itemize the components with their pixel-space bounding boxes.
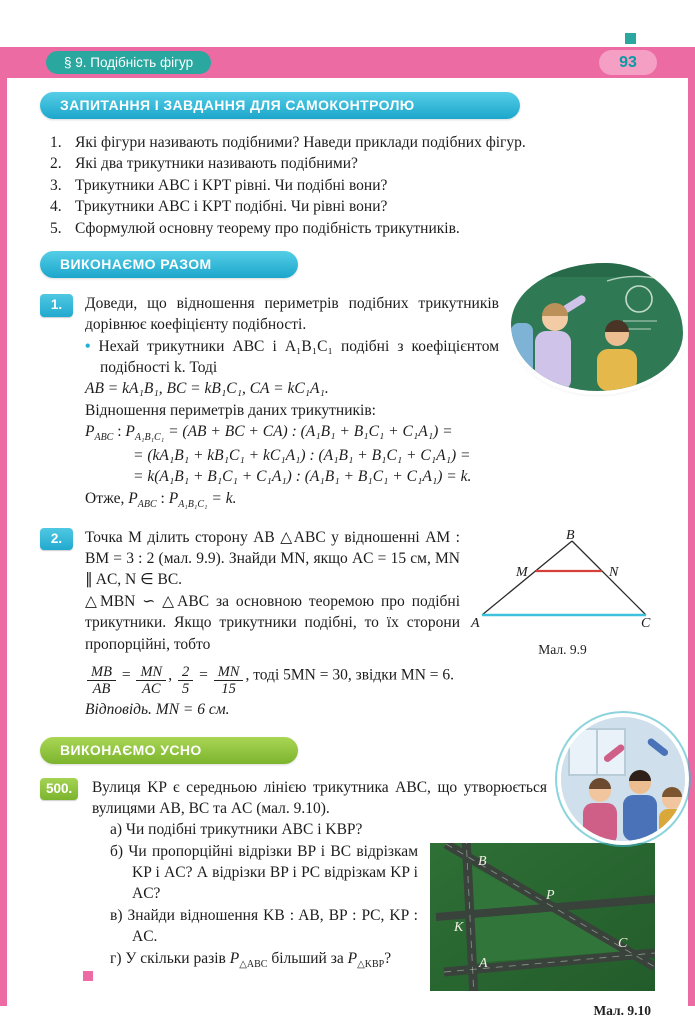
math-op: , <box>168 666 176 684</box>
math-sub: △KBP <box>357 958 385 970</box>
math-sub: A₁B₁C₁ <box>178 498 208 510</box>
fraction-denominator: 5 <box>181 680 190 697</box>
classroom-scene <box>561 717 685 841</box>
math-op: : <box>156 489 169 507</box>
task-500-statement: Вулиця KP є середньою лінією трикутника ABC, що утворюється вулицями AB, BC та AC (мал. 9.10). <box>92 778 547 817</box>
vertex-label-B: B <box>566 528 575 543</box>
together-banner: ВИКОНАЄМО РАЗОМ <box>40 251 298 278</box>
decorative-teal-square <box>625 33 636 44</box>
task-2-statement: Точка M ділить сторону AB △ABC у відношенні AM : BM = 3 : 2 (мал. 9.9). Знайди MN, якщо AC = 15 см, MN ∥ AC, N ∈ BC. <box>85 528 460 589</box>
task-500-item-b: б) Чи пропорційні відрізки BP і BC відрізкам KP і AC? А відрізки BP і PC відрізкам KP і AC? <box>110 842 418 903</box>
street-label-B: B <box>478 853 487 869</box>
triangle-diagram <box>470 529 655 629</box>
task-1-formula-line-3: = k(A₁B₁ + B₁C₁ + C₁A₁) : (A₁B₁ + B₁C₁ + C₁A₁) = k. <box>133 468 472 486</box>
task-500-item-v: в) Знайди відношення KB : AB, BP : PC, KP : AC. <box>110 906 418 946</box>
figure-9-10-caption: Мал. 9.10 <box>593 1003 651 1018</box>
fraction-numerator: 2 <box>178 664 193 681</box>
vertex-label-A: A <box>471 615 480 629</box>
math-sub: ABC <box>137 498 157 510</box>
task-500-item-a: а) Чи подібні трикутники ABC і KBP? <box>110 821 363 839</box>
street-label-A: A <box>479 955 488 971</box>
question-number: 5. <box>50 219 62 237</box>
math-op: = <box>195 666 212 684</box>
question-number: 1. <box>50 134 62 151</box>
task-2 <box>40 527 655 721</box>
task-2-fraction-line <box>85 664 655 697</box>
fraction-denominator: AC <box>142 680 161 697</box>
math-P: P <box>85 423 95 441</box>
street-map-diagram <box>430 843 655 991</box>
math-P: P <box>168 489 179 507</box>
fraction <box>136 664 166 697</box>
question-item <box>50 132 655 153</box>
question-text: Які фігури називають подібними? Наведи приклади подібних фігур. <box>75 134 526 151</box>
task-500 <box>40 777 655 1018</box>
math-expr: = (AB + BC + CA) : (A₁B₁ + B₁C₁ + C₁A₁) = <box>164 423 453 441</box>
page-number: 93 <box>599 50 657 75</box>
task-1-step-2: Відношення периметрів даних трикутників: <box>85 401 376 419</box>
math-P: P <box>128 489 138 507</box>
math-op: = <box>117 666 135 684</box>
section-title-pill: § 9. Подібність фігур <box>46 51 211 74</box>
header-bar <box>0 47 695 78</box>
question-text: Трикутники ABC і KPT подібні. Чи рівні вони? <box>75 198 388 216</box>
question-item <box>50 153 655 174</box>
question-text: Сформулюй основну теорему про подібність трикутників. <box>75 219 460 237</box>
math-op: : <box>113 423 126 441</box>
task-1-step-1-text: Нехай трикутники ABC і A₁B₁C₁ подібні з коефіцієнтом подібності k. Тоді <box>98 337 499 376</box>
task-1-formula-perimeters <box>85 421 655 445</box>
task-500-badge: 500. <box>40 778 78 801</box>
street-label-K: K <box>454 919 464 935</box>
question-item <box>50 175 655 196</box>
street-label-C: C <box>618 935 628 951</box>
section-oral <box>40 737 655 1018</box>
figure-9-10 <box>430 843 655 1021</box>
conclusion-word: Отже, <box>85 489 129 507</box>
figure-9-9-caption: Мал. 9.9 <box>538 642 587 658</box>
task-2-answer: Відповідь. MN = 6 см. <box>85 701 230 719</box>
task-2-badge: 2. <box>40 528 73 551</box>
photo-students-classroom <box>561 717 685 841</box>
fraction-numerator: MB <box>87 664 116 681</box>
fraction <box>178 664 193 697</box>
vertex-label-M: M <box>516 564 528 580</box>
figure-9-9 <box>470 529 655 660</box>
fraction-numerator: MN <box>136 664 166 681</box>
question-text: Які два трикутники називають подібними? <box>75 155 358 173</box>
question-number: 3. <box>50 176 62 194</box>
page-border-right <box>688 47 695 1006</box>
math-sub: A₁B₁C₁ <box>134 432 165 444</box>
task-1-formula-line-2: = (kA₁B₁ + kB₁C₁ + kC₁A₁) : (A₁B₁ + B₁C₁ + C₁A₁) = <box>133 447 471 465</box>
math-sub: ABC <box>94 432 114 444</box>
task-1-conclusion <box>85 488 655 512</box>
fraction <box>214 664 244 697</box>
item-g-text: г) У скільки разів <box>110 949 230 967</box>
self-check-questions <box>50 132 655 239</box>
fraction-numerator: MN <box>214 664 244 681</box>
fraction <box>87 664 116 697</box>
question-text: Трикутники ABC і KPT рівні. Чи подібні вони? <box>75 176 388 194</box>
fraction-denominator: AB <box>92 680 111 697</box>
page-content <box>40 92 655 1025</box>
task-2-solution: △MBN ∽ △ABC за основною теоремою про подібні трикутники. Якщо трикутники подібні, то їх сторони пропорційні, тобто <box>85 592 460 653</box>
photo-kids-chalkboard <box>511 263 683 391</box>
vertex-label-C: C <box>641 615 651 629</box>
fraction-line-tail: , тоді 5MN = 30, звідки MN = 6. <box>245 666 455 684</box>
fraction-denominator: 15 <box>221 680 236 697</box>
item-g-text: більший за <box>267 949 348 967</box>
math-sub: △ABC <box>239 958 268 970</box>
section-together <box>40 251 655 721</box>
math-P: P <box>125 423 135 441</box>
item-g-text: ? <box>384 949 392 967</box>
math-P: P <box>347 949 358 967</box>
math-expr: = k. <box>207 489 237 507</box>
vertex-label-N: N <box>609 564 619 580</box>
question-item <box>50 196 655 217</box>
chalkboard-scene <box>511 263 683 391</box>
task-1-badge: 1. <box>40 294 73 317</box>
page-border-left <box>0 47 7 1006</box>
question-item <box>50 218 655 239</box>
task-1-statement: Доведи, що відношення периметрів подібних трикутників дорівнює коефіцієнту подібності. <box>85 294 499 334</box>
question-number: 4. <box>50 198 62 216</box>
self-check-banner: ЗАПИТАННЯ І ЗАВДАННЯ ДЛЯ САМОКОНТРОЛЮ <box>40 92 520 119</box>
street-label-P: P <box>546 887 555 903</box>
question-number: 2. <box>50 155 62 173</box>
math-P: P <box>229 949 240 967</box>
task-1-formula-sides: AB = kA₁B₁, BC = kB₁C₁, CA = kC₁A₁. <box>85 380 329 398</box>
oral-banner: ВИКОНАЄМО УСНО <box>40 737 298 764</box>
bullet-icon: • <box>85 337 91 355</box>
task-500-items <box>110 819 655 1018</box>
